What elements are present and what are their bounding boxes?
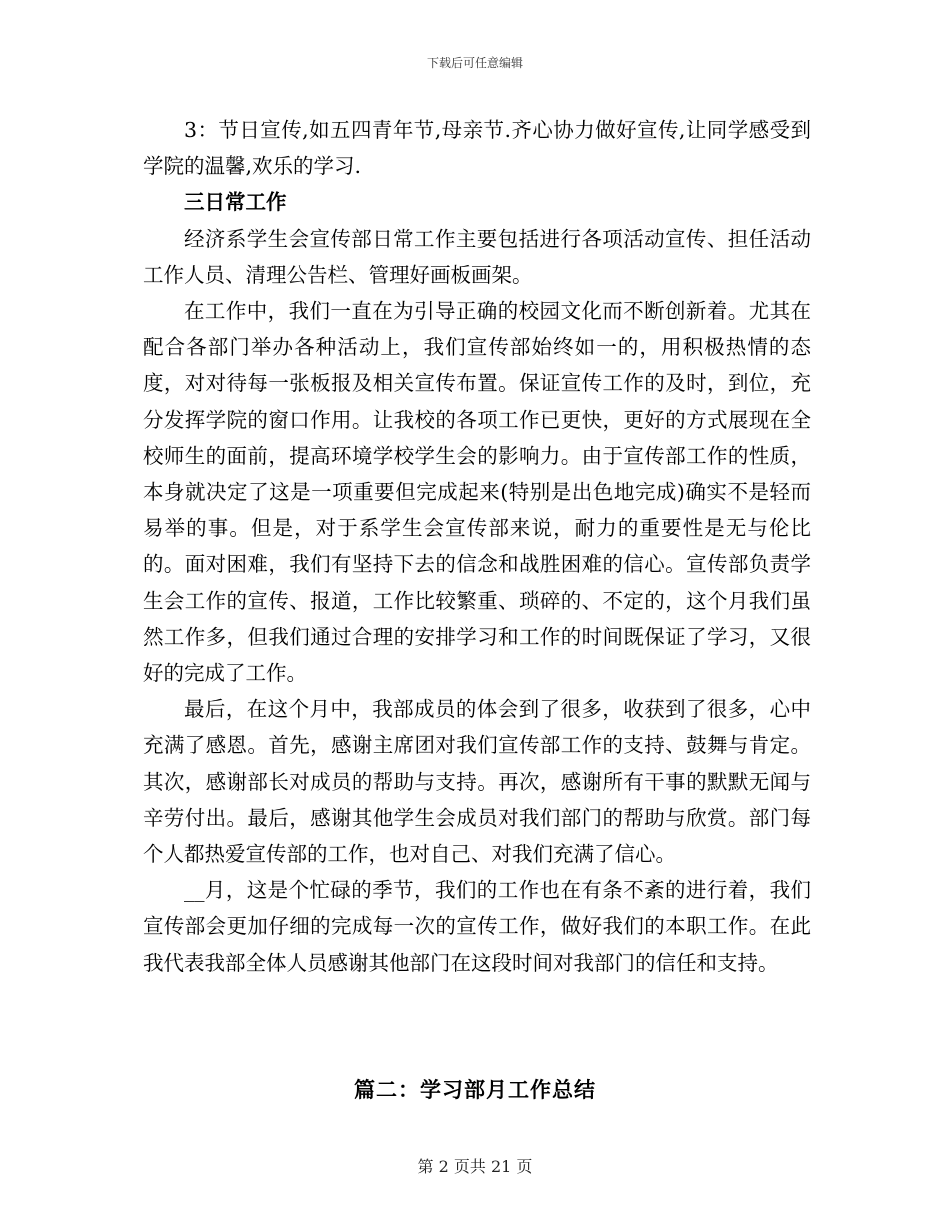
paragraph-closing: __月，这是个忙碌的季节，我们的工作也在有条不紊的进行着，我们宣传部会更加仔细的完成每一次的宣传工作，做好我们的本职工作。在此我代表我部全体人员感谢其他部门在这段时间对我部门的信任和支持。: [143, 878, 811, 975]
document-body: [143, 112, 811, 981]
paragraph-gratitude: 最后，在这个月中，我部成员的体会到了很多，收获到了很多，心中充满了感恩。首先，感谢主席团对我们宣传部工作的支持、鼓舞与肯定。其次，感谢部长对成员的帮助与支持。再次，感谢所有干事的默默无闻与辛劳付出。最后，感谢其他学生会成员对我们部门的帮助与欣赏。部门每个人都热爱宣传部的工作，也对自己、对我们充满了信心。: [143, 697, 811, 867]
section-title: 篇二：学习部月工作总结: [354, 1077, 596, 1102]
subheading-daily-work: 三日常工作: [184, 190, 287, 215]
page-header-note: 下载后可任意编辑: [426, 56, 523, 70]
paragraph-holiday-publicity: 3：节日宣传,如五四青年节,母亲节.齐心协力做好宣传,让同学感受到学院的温馨,欢乐的学习.: [143, 118, 811, 179]
paragraph-work-details: 在工作中，我们一直在为引导正确的校园文化而不断创新着。尤其在配合各部门举办各种活动上，我们宣传部始终如一的，用积极热情的态度，对对待每一张板报及相关宣传布置。保证宣传工作的及时，到位，充分发挥学院的窗口作用。让我校的各项工作已更快，更好的方式展现在全校师生的面前，提高环境学校学生会的影响力。由于宣传部工作的性质，本身就决定了这是一项重要但完成起来(特别是出色地完成)确实不是轻而易举的事。但是，对于系学生会宣传部来说，耐力的重要性是无与伦比的。面对困难，我们有坚持下去的信念和战胜困难的信心。宣传部负责学生会工作的宣传、报道，工作比较繁重、琐碎的、不定的，这个月我们虽然工作多，但我们通过合理的安排学习和工作的时间既保证了学习，又很好的完成了工作。: [143, 299, 811, 686]
page-number: 第 2 页共 21 页: [417, 1157, 533, 1176]
paragraph-daily-work-scope: 经济系学生会宣传部日常工作主要包括进行各项活动宣传、担任活动工作人员、清理公告栏、管理好画板画架。: [143, 226, 811, 287]
